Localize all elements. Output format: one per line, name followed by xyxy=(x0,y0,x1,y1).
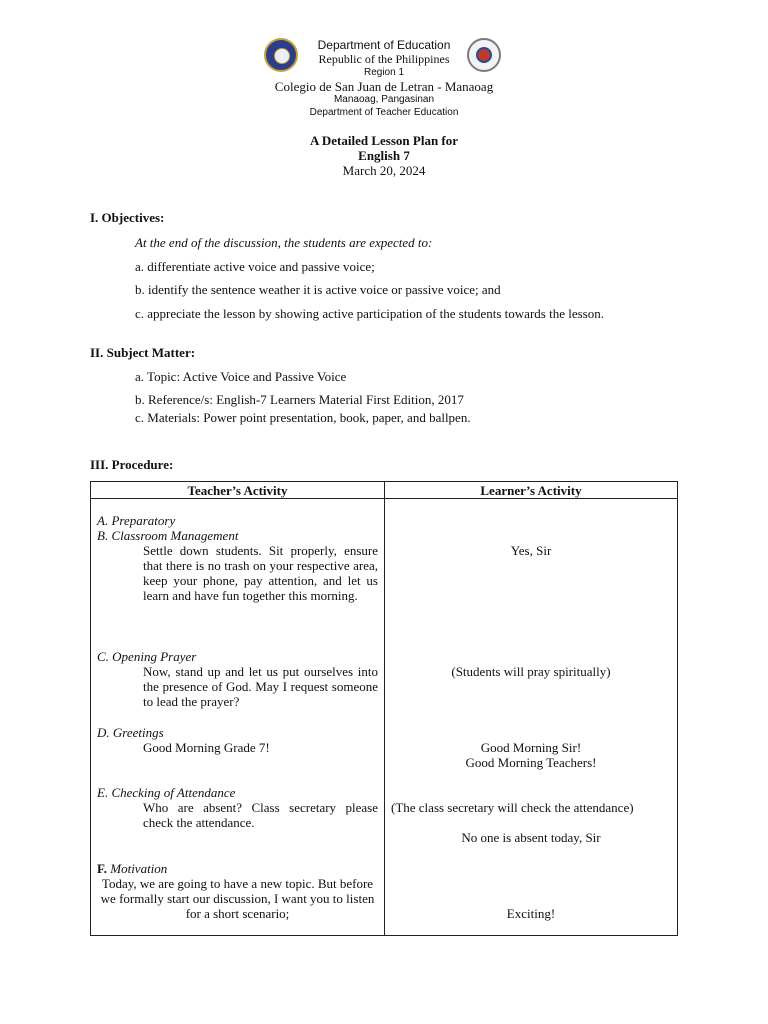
doc-date: March 20, 2024 xyxy=(342,163,426,178)
header-republic: Republic of the Philippines xyxy=(318,52,450,66)
text-motivation: Today, we are going to have a new topic. But before we formally start our discussion, I want you to listen for a short scenario; xyxy=(100,876,375,921)
text-greetings: Good Morning Grade 7! xyxy=(143,740,270,755)
label-motivation-letter: F. xyxy=(97,861,107,876)
text-prayer: Now, stand up and let us put ourselves into the presence of God. May I request someone to lead the prayer? xyxy=(143,664,378,709)
label-preparatory: A. Preparatory xyxy=(97,513,176,528)
col-header-teacher: Teacher’s Activity xyxy=(187,483,288,498)
subject-reference: b. Reference/s: English-7 Learners Material First Edition, 2017 xyxy=(135,392,464,407)
objective-a: a. differentiate active voice and passive voice; xyxy=(135,259,375,274)
objectives-heading: I. Objectives: xyxy=(90,210,165,225)
col-header-learner: Learner’s Activity xyxy=(480,483,582,498)
label-motivation-text: Motivation xyxy=(110,861,168,876)
resp-attendance-2: No one is absent today, Sir xyxy=(461,830,601,845)
subject-matter-heading: II. Subject Matter: xyxy=(90,345,196,360)
resp-motivation: Exciting! xyxy=(506,906,556,921)
header-college: Colegio de San Juan de Letran - Manaoag xyxy=(274,79,494,94)
resp-classroom: Yes, Sir xyxy=(510,543,552,558)
header-dept: Department of Teacher Education xyxy=(309,107,459,118)
subject-materials: c. Materials: Power point presentation, book, paper, and ballpen. xyxy=(135,410,471,425)
header-location: Manaoag, Pangasinan xyxy=(333,94,435,105)
label-greetings: D. Greetings xyxy=(97,725,164,740)
resp-greetings-1: Good Morning Sir! xyxy=(480,740,582,755)
resp-greetings-2: Good Morning Teachers! xyxy=(465,755,597,770)
objectives-intro: At the end of the discussion, the students are expected to: xyxy=(135,235,433,250)
text-attendance: Who are absent? Class secretary please check the attendance. xyxy=(143,800,378,830)
header-department: Department of Education xyxy=(317,38,451,52)
procedure-table xyxy=(90,481,678,936)
label-attendance: E. Checking of Attendance xyxy=(97,785,236,800)
procedure-heading: III. Procedure: xyxy=(90,457,174,472)
resp-prayer: (Students will pray spiritually) xyxy=(451,664,611,679)
label-classroom: B. Classroom Management xyxy=(97,528,239,543)
label-motivation xyxy=(97,861,167,876)
header-region: Region 1 xyxy=(363,67,405,78)
subject-topic: a. Topic: Active Voice and Passive Voice xyxy=(135,369,347,384)
doc-subject: English 7 xyxy=(358,148,410,163)
resp-attendance-1: (The class secretary will check the attendance) xyxy=(391,800,634,815)
text-classroom: Settle down students. Sit properly, ensure that there is no trash on your respective area, keep your phone, pay attention, and let us learn and have fun together this morning. xyxy=(143,543,378,603)
doc-title: A Detailed Lesson Plan for xyxy=(309,133,459,148)
objective-c: c. appreciate the lesson by showing active participation of the students towards the lesson. xyxy=(135,306,604,321)
label-prayer: C. Opening Prayer xyxy=(97,649,197,664)
objective-b: b. identify the sentence weather it is active voice or passive voice; and xyxy=(135,282,501,297)
